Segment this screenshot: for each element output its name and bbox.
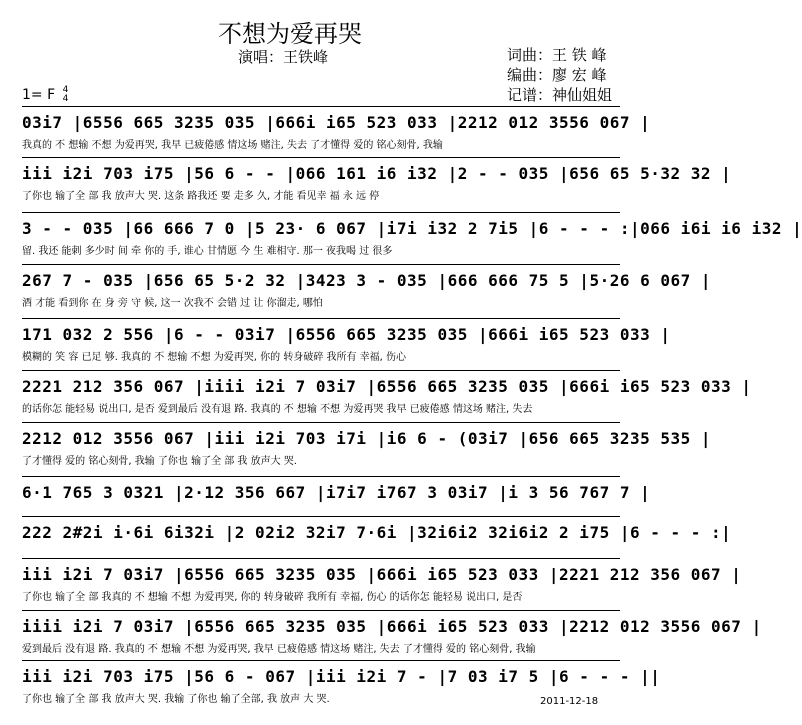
staff-line-8 — [22, 476, 651, 520]
time-signature — [63, 86, 69, 104]
notation-line: 171 032 2 556 |6 - - 03i7 |6556 665 3235 035 |666i i65 523 033 | — [22, 318, 620, 345]
staff-line-2 — [22, 157, 732, 202]
notation-line: 03i7 |6556 665 3235 035 |666i i65 523 033 |2212 012 3556 067 | — [22, 106, 620, 133]
lyrics-line: 酒 才能 看到你 在 身 旁 守 候, 这一 次我不 会错 过 让 你溜走, 哪怕 — [22, 298, 323, 309]
lyrics-line: 留. 我还 能刺 多少时 间 牵 你的 手, 谁心 甘情愿 今 生 难相守. 那一 夜我喝 过 很多 — [22, 246, 393, 257]
notation-line: iii i2i 703 i75 |56 6 - 067 |iii i2i 7 - |7 03 i7 5 |6 - - - || — [22, 660, 620, 687]
singer-credit: 演唱：王铁峰 — [238, 48, 329, 66]
key-signature — [22, 86, 68, 104]
staff-line-4 — [22, 264, 712, 309]
staff-line-12 — [22, 660, 661, 705]
time-signature-bottom: 4 — [62, 94, 69, 104]
lyrics-line: 爱到最后 没有退 路. 我真的 不 想输 不想 为爱再哭, 我早 已疲倦感 情这场 赌注, 失去 了才懂得 爱的 铭心刻骨, 我输 — [22, 644, 536, 655]
staff-line-5 — [22, 318, 671, 363]
song-title: 不想为爱再哭 — [218, 20, 362, 48]
lyrics-line: 的话你怎 能轻易 说出口, 是否 爱到最后 没有退 路. 我真的 不 想输 不想 为爱再哭 我早 已疲倦感 情这场 赌注, 失去 — [22, 404, 533, 415]
lyrics-line: 了你也 输了全 部 我 放声大 哭. 我输 了你也 输了全部, 我 放声 大 哭. — [22, 694, 330, 705]
time-signature-top: 4 — [62, 85, 69, 95]
notation-line: 2212 012 3556 067 |iii i2i 703 i7i |i6 6 - (03i7 |656 665 3235 535 | — [22, 422, 620, 449]
staff-line-11 — [22, 610, 762, 655]
lyricist-credit: 词曲：王 铁 峰 — [507, 46, 607, 64]
notation-line: iii i2i 703 i75 |56 6 - - |066 161 i6 i32 |2 - - 035 |656 65 5·32 32 | — [22, 157, 620, 184]
notation-line: 6·1 765 3 0321 |2·12 356 667 |i7i7 i767 3 03i7 |i 3 56 767 7 | — [22, 476, 620, 503]
notation-line: 222 2#2i i·6i 6i32i |2 02i2 32i7 7·6i |32i6i2 32i6i2 2 i75 |6 - - - :| — [22, 516, 620, 543]
notation-line: 2221 212 356 067 |iiii i2i 7 03i7 |6556 665 3235 035 |666i i65 523 033 | — [22, 370, 620, 397]
lyrics-line: 了你也 输了全 部 我 放声大 哭. 这条 路我还 要 走多 久, 才能 看见幸 福 永 远 停 — [22, 191, 380, 202]
transcriber-credit: 记谱：神仙姐姐 — [507, 86, 613, 104]
notation-line: 267 7 - 035 |656 65 5·2 32 |3423 3 - 035 |666 666 75 5 |5·26 6 067 | — [22, 264, 620, 291]
lyrics-line: 模糊的 笑 容 已足 够. 我真的 不 想输 不想 为爱再哭, 你的 转身破碎 我所有 幸福, 伤心 — [22, 352, 407, 363]
staff-line-7 — [22, 422, 712, 467]
transcription-date: 2011-12-18 — [540, 696, 599, 707]
notation-line: 3 - - 035 |66 666 7 0 |5 23· 6 067 |i7i i32 2 7i5 |6 - - - :|066 i6i i6 i32 | — [22, 212, 620, 239]
staff-line-1 — [22, 106, 651, 151]
notation-line: iiii i2i 7 03i7 |6556 665 3235 035 |666i i65 523 033 |2212 012 3556 067 | — [22, 610, 620, 637]
staff-line-6 — [22, 370, 752, 415]
lyrics-line: 了才懂得 爱的 铭心刻骨, 我输 了你也 输了全 部 我 放声大 哭. — [22, 456, 297, 467]
staff-line-9 — [22, 516, 732, 560]
lyrics-line: 我真的 不 想输 不想 为爱再哭, 我早 已疲倦感 情这场 赌注, 失去 了才懂得 爱的 铭心刻骨, 我输 — [22, 140, 443, 151]
lyrics-line: 了你也 输了全 部 我真的 不 想输 不想 为爱再哭, 你的 转身破碎 我所有 幸福, 伤心 的话你怎 能轻易 说出口, 是否 — [22, 592, 523, 603]
staff-line-10 — [22, 558, 742, 603]
arranger-credit: 编曲：廖 宏 峰 — [507, 66, 607, 84]
notation-line: iii i2i 7 03i7 |6556 665 3235 035 |666i i65 523 033 |2221 212 356 067 | — [22, 558, 620, 585]
key-label: 1= F — [22, 87, 56, 103]
staff-line-3 — [22, 212, 802, 257]
